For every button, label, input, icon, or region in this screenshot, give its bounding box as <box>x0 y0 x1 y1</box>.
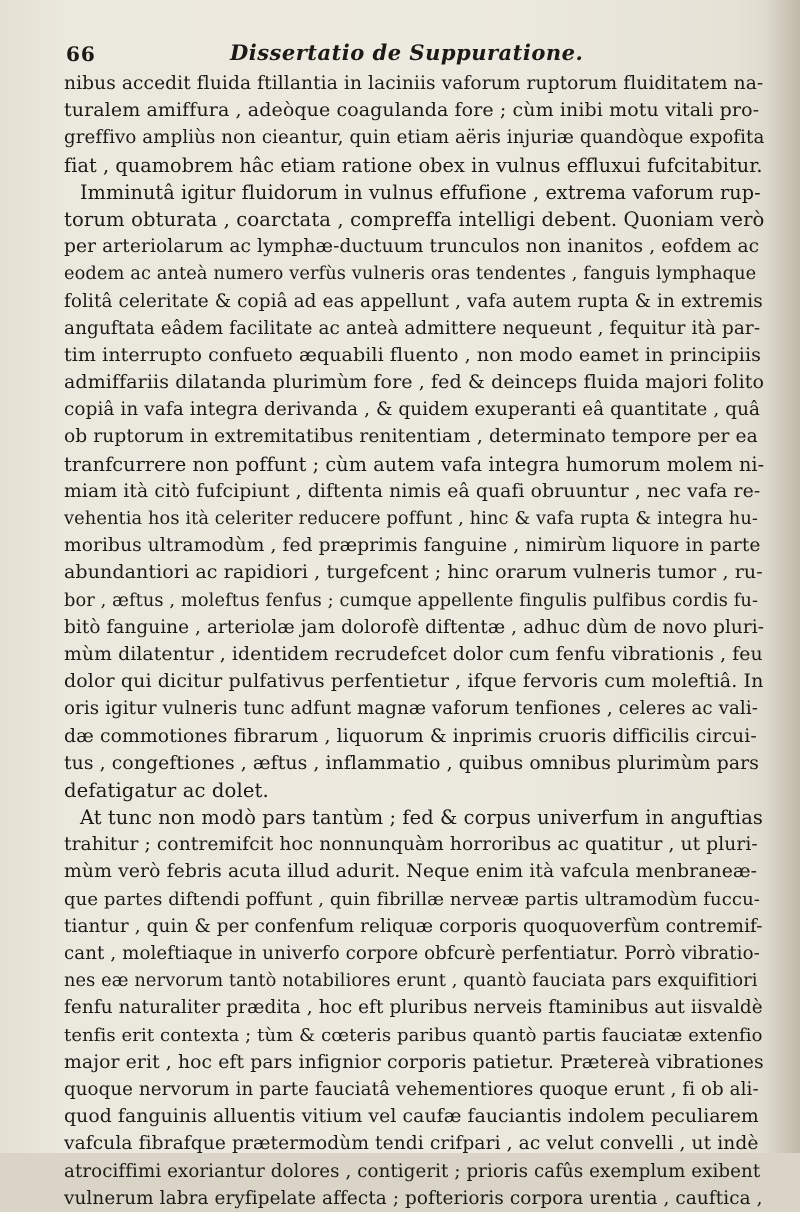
page-number: 66 <box>66 42 96 66</box>
text-line: copiâ in vafa integra derivanda , & quidem exuperanti eâ quantitate , quâ <box>64 399 761 421</box>
text-line: bor , æftus , moleftus fenfus ; cumque appellente fingulis pulfibus cordis fu- <box>64 589 759 611</box>
text-line: tus , congeftiones , æftus , inflammatio , quibus omnibus plurimùm pars <box>64 752 759 774</box>
text-line: atrociffimi exoriantur dolores , contigerit ; prioris cafûs exemplum exibent <box>64 1160 761 1182</box>
text-line: nibus accedit fluida ftillantia in laciniis vaforum ruptorum fluiditatem na- <box>64 73 764 94</box>
text-line: Imminutâ igitur fluidorum in vulnus effufione , extrema vaforum rup- <box>80 180 761 204</box>
text-line: At tunc non modò pars tantùm ; fed & corpus univerfum in anguftias <box>80 806 763 830</box>
text-line: folitâ celeritate & copiâ ad eas appellunt , vafa autem rupta & in extremis <box>64 290 763 312</box>
text-line: quod fanguinis alluentis vitium vel caufæ fauciantis indolem peculiarem <box>64 1106 759 1128</box>
text-line: nes eæ nervorum tantò notabiliores erunt , quantò fauciata pars exquifitiori <box>64 970 758 992</box>
text-line: major erit , hoc eft pars infignior corporis patietur. Prætereà vibrationes <box>64 1051 764 1073</box>
text-line: quoque nervorum in parte fauciatâ vehementiores quoque erunt , fi ob ali- <box>64 1078 759 1100</box>
text-line: moribus ultramodùm , fed præprimis fanguine , nimirùm liquore in parte <box>64 535 761 557</box>
text-line: bitò fanguine , arteriolæ jam dolorofè diftentæ , adhuc dùm de novo pluri- <box>64 616 765 638</box>
text-line: vehentia hos ità celeriter reducere poffunt , hinc & vafa rupta & integra hu- <box>64 508 758 529</box>
text-line: per arteriolarum ac lymphæ-ductuum trunculos non inanitos , eofdem ac <box>64 236 760 258</box>
body-text <box>64 70 764 1212</box>
text-line: oris igitur vulneris tunc adfunt magnæ vaforum tenfiones , celeres ac vali- <box>64 698 758 720</box>
page-edge-shadow <box>766 0 800 1153</box>
text-line: fiat , quamobrem hâc etiam ratione obex in vulnus effluxui fufcitabitur. <box>64 153 763 177</box>
page-header <box>62 38 762 68</box>
text-line: tranfcurrere non poffunt ; cùm autem vafa integra humorum molem ni- <box>64 452 765 476</box>
text-line: tim interrupto confueto æquabili fluento , non modo eamet in principiis <box>64 343 761 366</box>
text-line: anguftata eâdem facilitate ac anteà admittere nequeunt , fequitur ità par- <box>64 317 761 339</box>
text-line: torum obturata , coarctata , compreffa intelligi debent. Quoniam verò <box>64 207 765 231</box>
text-line: tenfis erit contexta ; tùm & cœteris paribus quantò partis fauciatæ extenfio <box>64 1024 763 1046</box>
text-line: que partes diftendi poffunt , quin fibrillæ nerveæ partis ultramodùm fuccu- <box>64 888 760 910</box>
text-line: cant , moleftiaque in univerfo corpore obfcurè perfentiatur. Porrò vibratio- <box>64 943 760 964</box>
text-line: fenfu naturaliter prædita , hoc eft pluribus nerveis ftaminibus aut iisvaldè <box>64 997 763 1019</box>
text-line: abundantiori ac rapidiori , turgefcent ; hinc orarum vulneris tumor , ru- <box>64 561 763 584</box>
text-line: dolor qui dicitur pulfativus perfentietur , ifque fervoris cum moleftiâ. In <box>64 670 764 693</box>
text-line: dæ commotiones fibrarum , liquorum & inprimis cruoris difficilis circui- <box>64 725 757 747</box>
text-line: greffivo ampliùs non cieantur, quin etiam aëris injuriæ quandòque expofita <box>64 127 765 149</box>
text-line: trahitur ; contremifcit hoc nonnunquàm horroribus ac quatitur , ut pluri- <box>64 834 758 856</box>
text-line: mùm verò febris acuta illud adurit. Neque enim ità vafcula menbraneæ- <box>64 861 758 883</box>
text-line: mùm dilatentur , identidem recrudefcet dolor cum fenfu vibrationis , feu <box>64 643 763 665</box>
text-line: eodem ac anteà numero verfùs vulneris oras tendentes , fanguis lymphaque <box>64 263 757 285</box>
text-line: turalem amiffura , adeòque coagulanda fore ; cùm inibi motu vitali pro- <box>64 99 760 122</box>
text-line: vafcula fibrafque prætermodùm tendi crifpari , ac velut convelli , ut indè <box>64 1133 759 1155</box>
text-line: ob ruptorum in extremitatibus renitentiam , determinato tempore per ea <box>64 426 758 448</box>
text-line: tiantur , quin & per confenfum reliquæ corporis quoquoverfùm contremif- <box>64 915 763 937</box>
text-line: admiffariis dilatanda plurimùm fore , fed & deinceps fluida majori folito <box>64 371 765 394</box>
text-line: miam ità citò fufcipiunt , diftenta nimis eâ quafi obruuntur , nec vafa re- <box>64 480 761 502</box>
text-line: vulnerum labra eryfipelate affecta ; pofterioris corpora urentia , cauftica , <box>64 1187 763 1209</box>
running-title: Dissertatio de Suppuratione. <box>230 40 584 65</box>
text-line: defatigatur ac dolet. <box>64 778 269 802</box>
